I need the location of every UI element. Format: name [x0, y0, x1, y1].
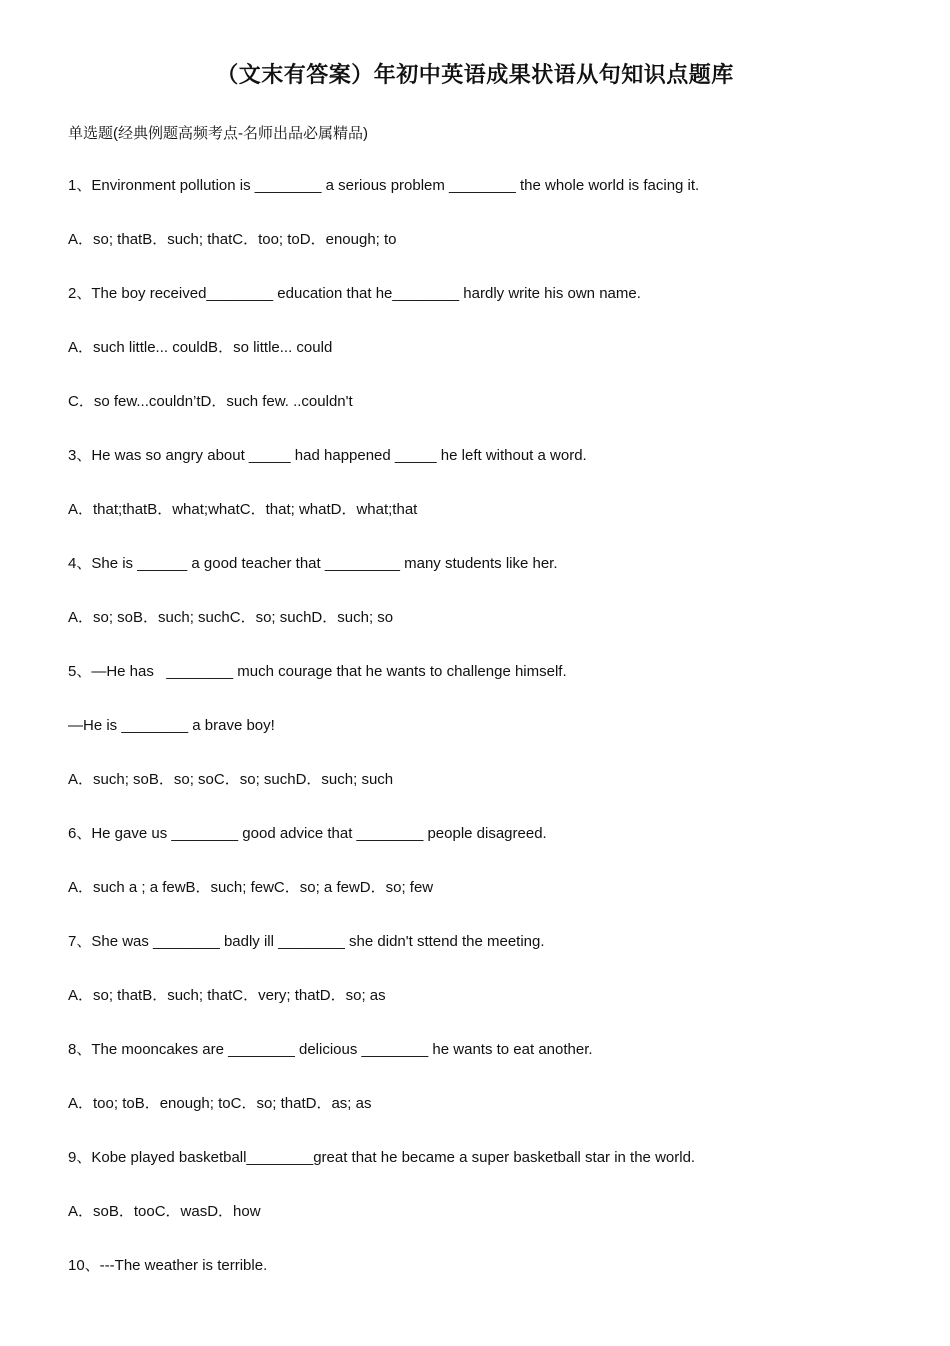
- question-2-text: 2、The boy received________ education that he________ hardly write his own name.: [68, 285, 641, 302]
- question-4-text: 4、She is ______ a good teacher that _________ many students like her.: [68, 555, 558, 572]
- document-title: （文末有答案）年初中英语成果状语从句知识点题库: [216, 62, 734, 87]
- question-8-text: 8、The mooncakes are ________ delicious ________ he wants to eat another.: [68, 1041, 593, 1058]
- question-7-options: A．so; thatB．such; thatC．very; thatD．so; as: [68, 987, 386, 1004]
- question-5-text: 5、—He has ________ much courage that he wants to challenge himself.: [68, 663, 567, 680]
- question-list: [68, 175, 888, 1309]
- question-1-options: A．so; thatB．such; thatC．too; toD．enough; to: [68, 231, 397, 248]
- question-5-options: A．such; soB．so; soC．so; suchD．such; such: [68, 771, 394, 788]
- question-9-text: 9、Kobe played basketball________great that he became a super basketball star in the world.: [68, 1149, 696, 1166]
- question-4-options: A．so; soB．such; suchC．so; suchD．such; so: [68, 609, 394, 626]
- question-2-options-cd: C．so few...couldn’tD．such few. ..couldn't: [68, 393, 353, 410]
- question-6-text: 6、He gave us ________ good advice that ________ people disagreed.: [68, 825, 547, 842]
- question-5-reply: —He is ________ a brave boy!: [68, 717, 275, 734]
- question-1-text: 1、Environment pollution is ________ a serious problem ________ the whole world is facing it.: [68, 177, 700, 194]
- question-3-text: 3、He was so angry about _____ had happened _____ he left without a word.: [68, 447, 587, 464]
- question-7-text: 7、She was ________ badly ill ________ she didn't sttend the meeting.: [68, 933, 545, 950]
- question-2-options-ab: A．such little... couldB．so little... could: [68, 339, 333, 356]
- question-10-text: 10、---The weather is terrible.: [68, 1257, 268, 1274]
- question-9-options: A．soB．tooC．wasD．how: [68, 1203, 261, 1220]
- question-3-options: A．that;thatB．what;whatC．that; whatD．what;that: [68, 501, 418, 518]
- section-heading: 单选题(经典例题高频考点-名师出品必属精品): [68, 125, 368, 142]
- question-8-options: A．too; toB．enough; toC．so; thatD．as; as: [68, 1095, 372, 1112]
- question-6-options: A．such a ; a fewB．such; fewC．so; a fewD．so; few: [68, 879, 434, 896]
